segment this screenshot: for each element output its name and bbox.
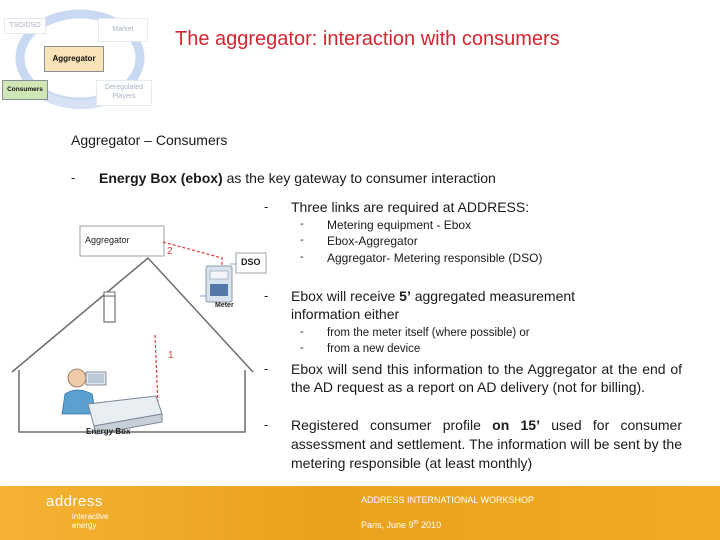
profile-text	[291, 416, 682, 473]
illustration-meter-label: Meter	[215, 302, 234, 309]
measurement-line1	[291, 288, 575, 304]
send-info-dash: -	[264, 361, 269, 376]
node-aggregator: Aggregator	[44, 46, 104, 72]
bullet-ebox-bold: Energy Box (ebox)	[99, 170, 223, 186]
section-heading: Aggregator – Consumers	[71, 132, 228, 148]
node-market: Market	[98, 18, 148, 42]
profile-dash: -	[264, 417, 269, 432]
profile-bold: on 15’	[492, 417, 540, 433]
chimney	[104, 296, 115, 322]
place-post: 2010	[418, 520, 442, 530]
link-item-aggregator-dso: Aggregator- Metering responsible (DSO)	[327, 251, 543, 265]
profile-post: used for consumer assessment and settlement. The information will be sent by the metering responsible (at least monthly)	[291, 417, 682, 471]
tagline-line1: interactive	[72, 512, 109, 521]
links-dash: -	[264, 199, 269, 214]
links-intro: Three links are required at ADDRESS:	[291, 199, 530, 215]
profile-pre: Registered consumer profile	[291, 417, 493, 433]
link-item-metering-ebox: Metering equipment - Ebox	[327, 218, 472, 232]
address-logo-tagline	[72, 512, 108, 530]
measurement-pre: Ebox will receive	[291, 288, 400, 304]
node-deregulated-players	[96, 80, 152, 106]
measurement-item-meter: from the meter itself (where possible) or	[327, 327, 530, 339]
consumer-head	[68, 369, 86, 387]
node-deregulated-line2: Players	[112, 93, 136, 100]
illustration-dso-label: DSO	[241, 257, 261, 267]
node-consumers: Consumers	[2, 80, 48, 100]
link1-number: 1	[168, 350, 174, 361]
measurement-post: aggregated measurement	[410, 288, 576, 304]
measurement-dash: -	[264, 288, 269, 303]
node-tso-dso: TSO/DSO	[4, 18, 46, 34]
measurement-item-device: from a new device	[327, 343, 421, 355]
link1-line	[155, 335, 158, 405]
actors-cycle-diagram	[0, 0, 170, 115]
link-item-dash: -	[300, 218, 304, 230]
bullet-ebox-rest: as the key gateway to consumer interaction	[222, 170, 496, 186]
link-item-dash: -	[300, 251, 304, 263]
link-item-dash: -	[300, 234, 304, 246]
node-deregulated-line1: Deregulated	[104, 84, 144, 91]
footer-bar	[0, 486, 720, 540]
workshop-place-date	[361, 520, 441, 530]
send-info-text: Ebox will send this information to the Aggregator at the end of the AD request as a report on AD delivery (not for billing).	[291, 361, 682, 395]
illustration-energy-box-label: Energy Box	[86, 427, 131, 436]
bullet-dash: -	[71, 170, 76, 185]
measurement-line2: information either	[291, 306, 400, 322]
house-illustration	[0, 200, 270, 440]
place-pre: Paris, June 9	[361, 520, 414, 530]
measurement-item-dash: -	[300, 342, 304, 354]
link2-number: 2	[167, 246, 173, 257]
measurement-bold: 5’	[399, 288, 411, 304]
address-logo: address	[46, 493, 103, 510]
bullet-ebox-gateway	[99, 170, 496, 186]
link-item-ebox-aggregator: Ebox-Aggregator	[327, 234, 418, 248]
measurement-item-dash: -	[300, 326, 304, 338]
slide-title: The aggregator: interaction with consumers	[175, 28, 560, 50]
workshop-name: ADDRESS INTERNATIONAL WORKSHOP	[361, 495, 535, 505]
illustration-aggregator-label: Aggregator	[85, 235, 130, 245]
place-sup: th	[413, 520, 419, 526]
tagline-line2: energy	[72, 521, 97, 530]
